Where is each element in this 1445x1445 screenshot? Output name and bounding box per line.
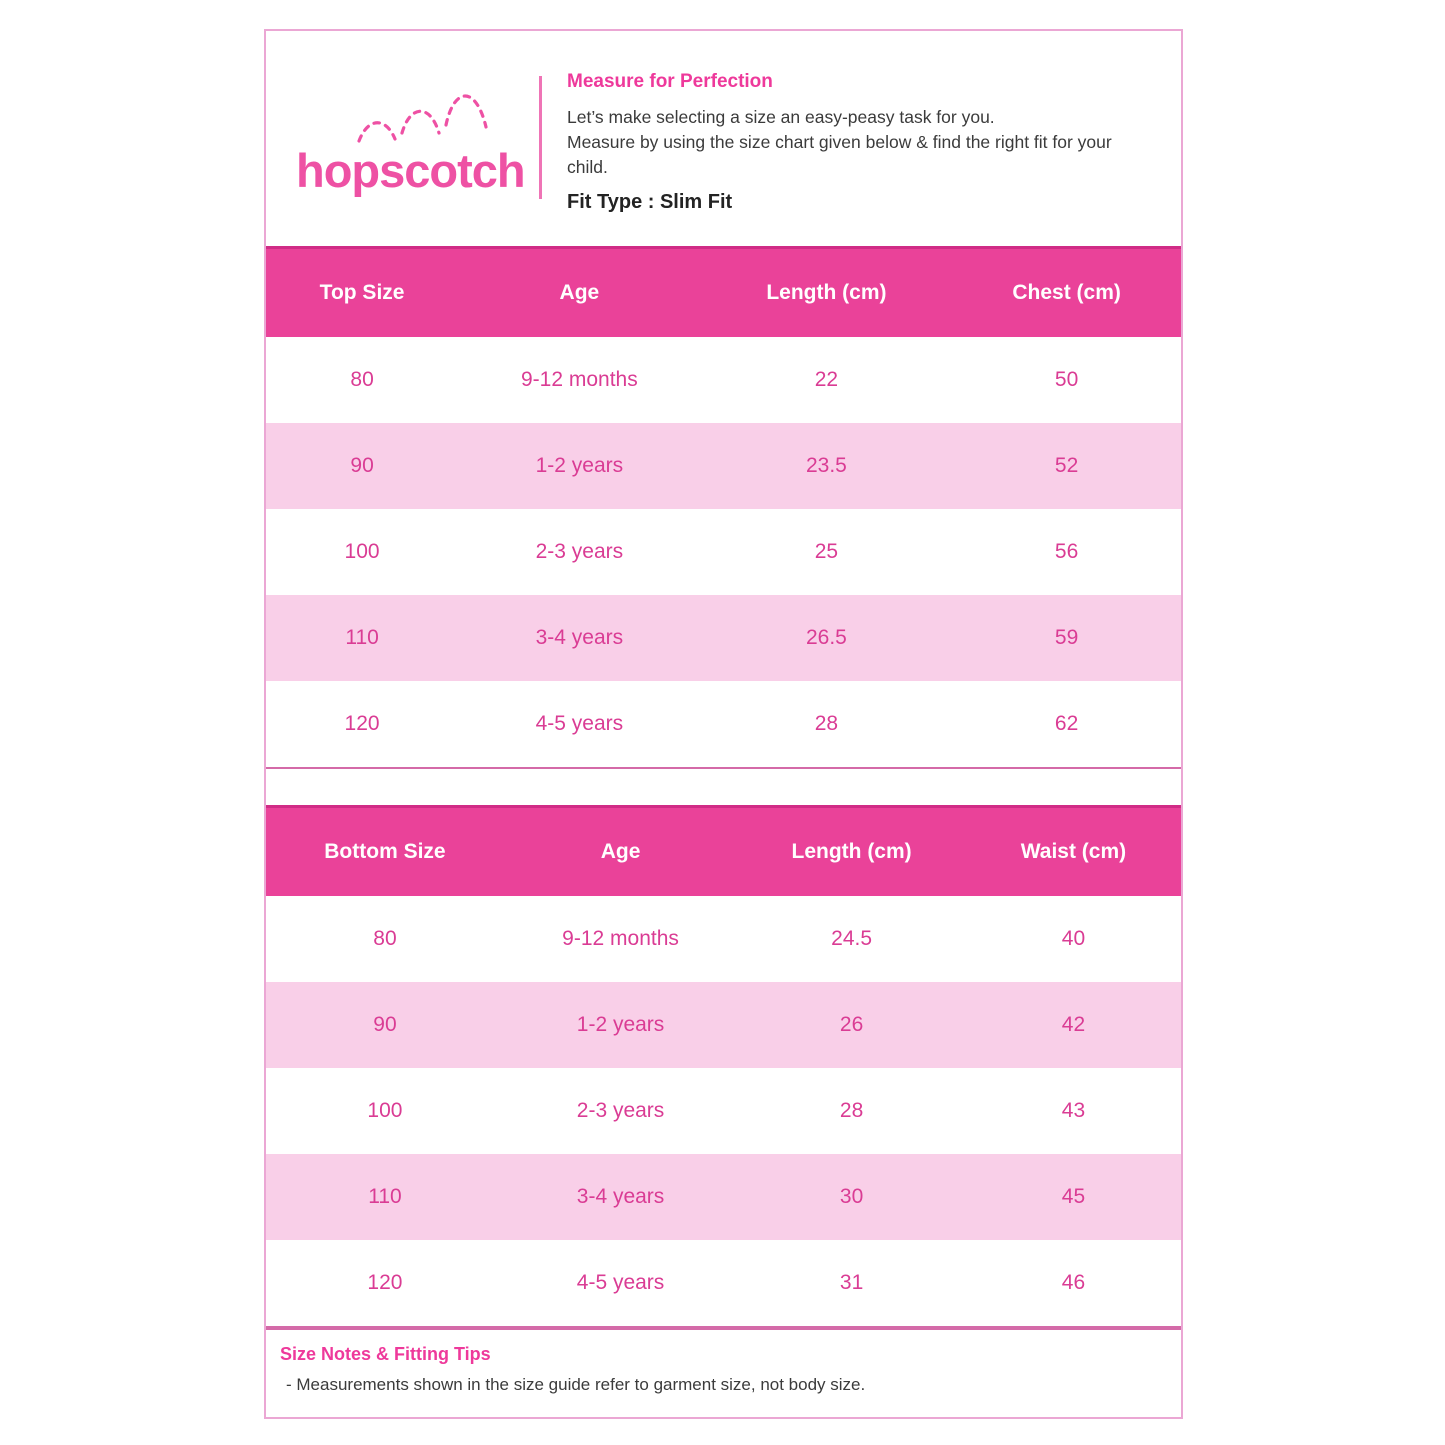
column-header: Age bbox=[559, 281, 600, 304]
table-cell: 3-4 years bbox=[576, 1185, 665, 1208]
header-text-block bbox=[567, 71, 1167, 214]
table-cell: 100 bbox=[344, 540, 380, 563]
table-row bbox=[266, 509, 1181, 595]
column-header: Length (cm) bbox=[791, 840, 912, 863]
table-row bbox=[266, 337, 1181, 423]
table-cell: 46 bbox=[1061, 1271, 1086, 1294]
table-cell: 110 bbox=[368, 1185, 402, 1208]
table-cell: 120 bbox=[367, 1271, 403, 1294]
size-guide-card bbox=[264, 29, 1183, 1419]
table-cell: 26 bbox=[839, 1013, 864, 1036]
fit-type-label: Fit Type : Slim Fit bbox=[567, 191, 733, 213]
header-divider bbox=[539, 76, 542, 199]
table-cell: 90 bbox=[350, 454, 374, 477]
table-cell: 9-12 months bbox=[521, 368, 638, 391]
table-cell: 50 bbox=[1054, 368, 1079, 391]
table-cell: 120 bbox=[344, 712, 380, 735]
table-cell: 24.5 bbox=[831, 927, 873, 950]
table-cell: 110 bbox=[345, 626, 379, 649]
footer-note: - Measurements shown in the size guide refer to garment size, not body size. bbox=[286, 1375, 866, 1394]
table-cell: 100 bbox=[367, 1099, 403, 1122]
table-row bbox=[266, 1154, 1181, 1240]
table-cell: 22 bbox=[814, 368, 839, 391]
table-cell: 1-2 years bbox=[535, 454, 624, 477]
bounce-arcs-icon bbox=[359, 96, 486, 141]
table-cell: 31 bbox=[839, 1271, 864, 1294]
table-cell: 80 bbox=[373, 927, 397, 950]
table-row bbox=[266, 1068, 1181, 1154]
table-cell: 26.5 bbox=[805, 626, 847, 649]
footer-title: Size Notes & Fitting Tips bbox=[280, 1344, 491, 1364]
bottom-table-body bbox=[266, 896, 1181, 1326]
table-row bbox=[266, 595, 1181, 681]
table-cell: 9-12 months bbox=[562, 927, 679, 950]
table-cell: 56 bbox=[1054, 540, 1079, 563]
column-header: Bottom Size bbox=[324, 840, 446, 863]
table-cell: 1-2 years bbox=[576, 1013, 665, 1036]
table-cell: 45 bbox=[1061, 1185, 1086, 1208]
table-cell: 43 bbox=[1061, 1099, 1086, 1122]
footer-section bbox=[266, 1328, 1181, 1395]
table-row bbox=[266, 681, 1181, 767]
table-cell: 62 bbox=[1054, 712, 1079, 735]
column-header: Waist (cm) bbox=[1020, 840, 1127, 863]
table-cell: 42 bbox=[1061, 1013, 1086, 1036]
table-cell: 30 bbox=[839, 1185, 864, 1208]
table-cell: 52 bbox=[1054, 454, 1079, 477]
table-cell: 23.5 bbox=[805, 454, 847, 477]
table-cell: 28 bbox=[839, 1099, 864, 1122]
table-gap bbox=[266, 769, 1181, 805]
table-cell: 4-5 years bbox=[576, 1271, 665, 1294]
column-header: Length (cm) bbox=[766, 281, 887, 304]
top-table-header-row bbox=[266, 246, 1181, 337]
table-cell: 40 bbox=[1061, 927, 1086, 950]
top-table-body bbox=[266, 337, 1181, 767]
table-cell: 2-3 years bbox=[576, 1099, 665, 1122]
table-cell: 59 bbox=[1054, 626, 1079, 649]
table-cell: 28 bbox=[814, 712, 839, 735]
table-cell: 3-4 years bbox=[535, 626, 624, 649]
table-row bbox=[266, 1240, 1181, 1326]
column-header: Age bbox=[600, 840, 641, 863]
intro-line-1: Let’s make selecting a size an easy-peasy task for you. bbox=[567, 107, 995, 127]
table-cell: 80 bbox=[350, 368, 374, 391]
table-cell: 90 bbox=[373, 1013, 397, 1036]
hopscotch-logo bbox=[296, 73, 534, 201]
table-row bbox=[266, 982, 1181, 1068]
table-cell: 4-5 years bbox=[535, 712, 624, 735]
bottom-table-header-row bbox=[266, 805, 1181, 896]
page-title: Measure for Perfection bbox=[567, 71, 773, 92]
logo-wordmark: hopscotch bbox=[296, 144, 525, 197]
column-header: Chest (cm) bbox=[1012, 281, 1121, 304]
table-cell: 25 bbox=[814, 540, 839, 563]
header-section bbox=[266, 31, 1181, 246]
column-header: Top Size bbox=[319, 281, 405, 304]
top-size-table bbox=[266, 246, 1181, 769]
intro-line-2: Measure by using the size chart given below & find the right fit for your child. bbox=[567, 132, 1112, 177]
table-row bbox=[266, 896, 1181, 982]
table-cell: 2-3 years bbox=[535, 540, 624, 563]
table-row bbox=[266, 423, 1181, 509]
bottom-size-table bbox=[266, 805, 1181, 1328]
